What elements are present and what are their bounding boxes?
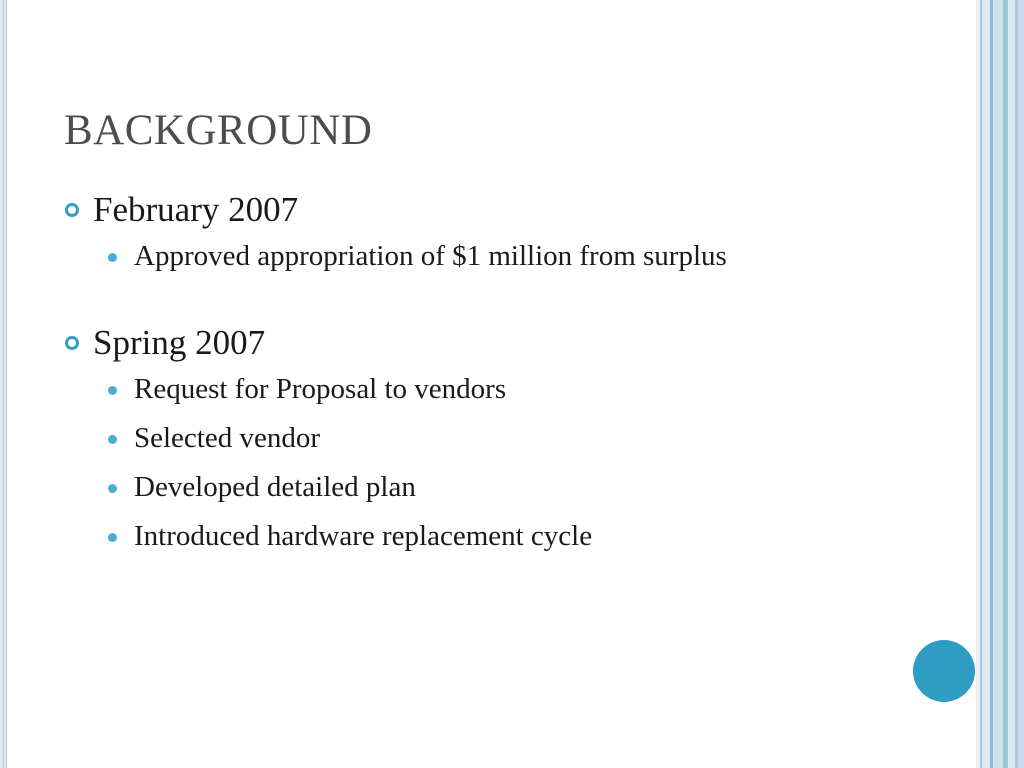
right-stripe-9 [1018,0,1024,768]
dot-bullet-icon [108,435,117,444]
list-item-text: Approved appropriation of $1 million from surplus [134,240,727,272]
section-february-2007 [64,188,934,277]
section-heading [64,321,934,365]
left-border-line [3,0,4,768]
list-item-text: Developed detailed plan [134,471,416,503]
list-item [64,418,834,459]
section-heading-text: Spring 2007 [93,323,266,362]
list-item-text: Request for Proposal to vendors [134,373,507,405]
dot-bullet-icon [108,484,117,493]
dot-bullet-icon [108,253,117,262]
sub-bullet-list [64,236,934,277]
list-item [64,236,834,277]
right-stripe-5 [993,0,1003,768]
ring-bullet-icon [65,336,79,350]
dot-bullet-icon [108,533,117,542]
slide-content [64,188,934,565]
sub-bullet-list [64,369,934,557]
list-item [64,467,834,508]
section-spring-2007 [64,321,934,557]
list-item-text: Introduced hardware replacement cycle [134,520,593,552]
slide-title: BACKGROUND [64,107,373,154]
list-item [64,516,834,557]
right-stripe-3 [982,0,990,768]
right-border-decoration [976,0,1024,768]
section-heading [64,188,934,232]
list-item [64,369,834,410]
left-border-decoration [0,0,7,768]
section-heading-text: February 2007 [93,190,299,229]
decorative-circle [913,640,975,702]
right-stripe-7 [1008,0,1015,768]
ring-bullet-icon [65,203,79,217]
dot-bullet-icon [108,386,117,395]
list-item-text: Selected vendor [134,422,321,454]
